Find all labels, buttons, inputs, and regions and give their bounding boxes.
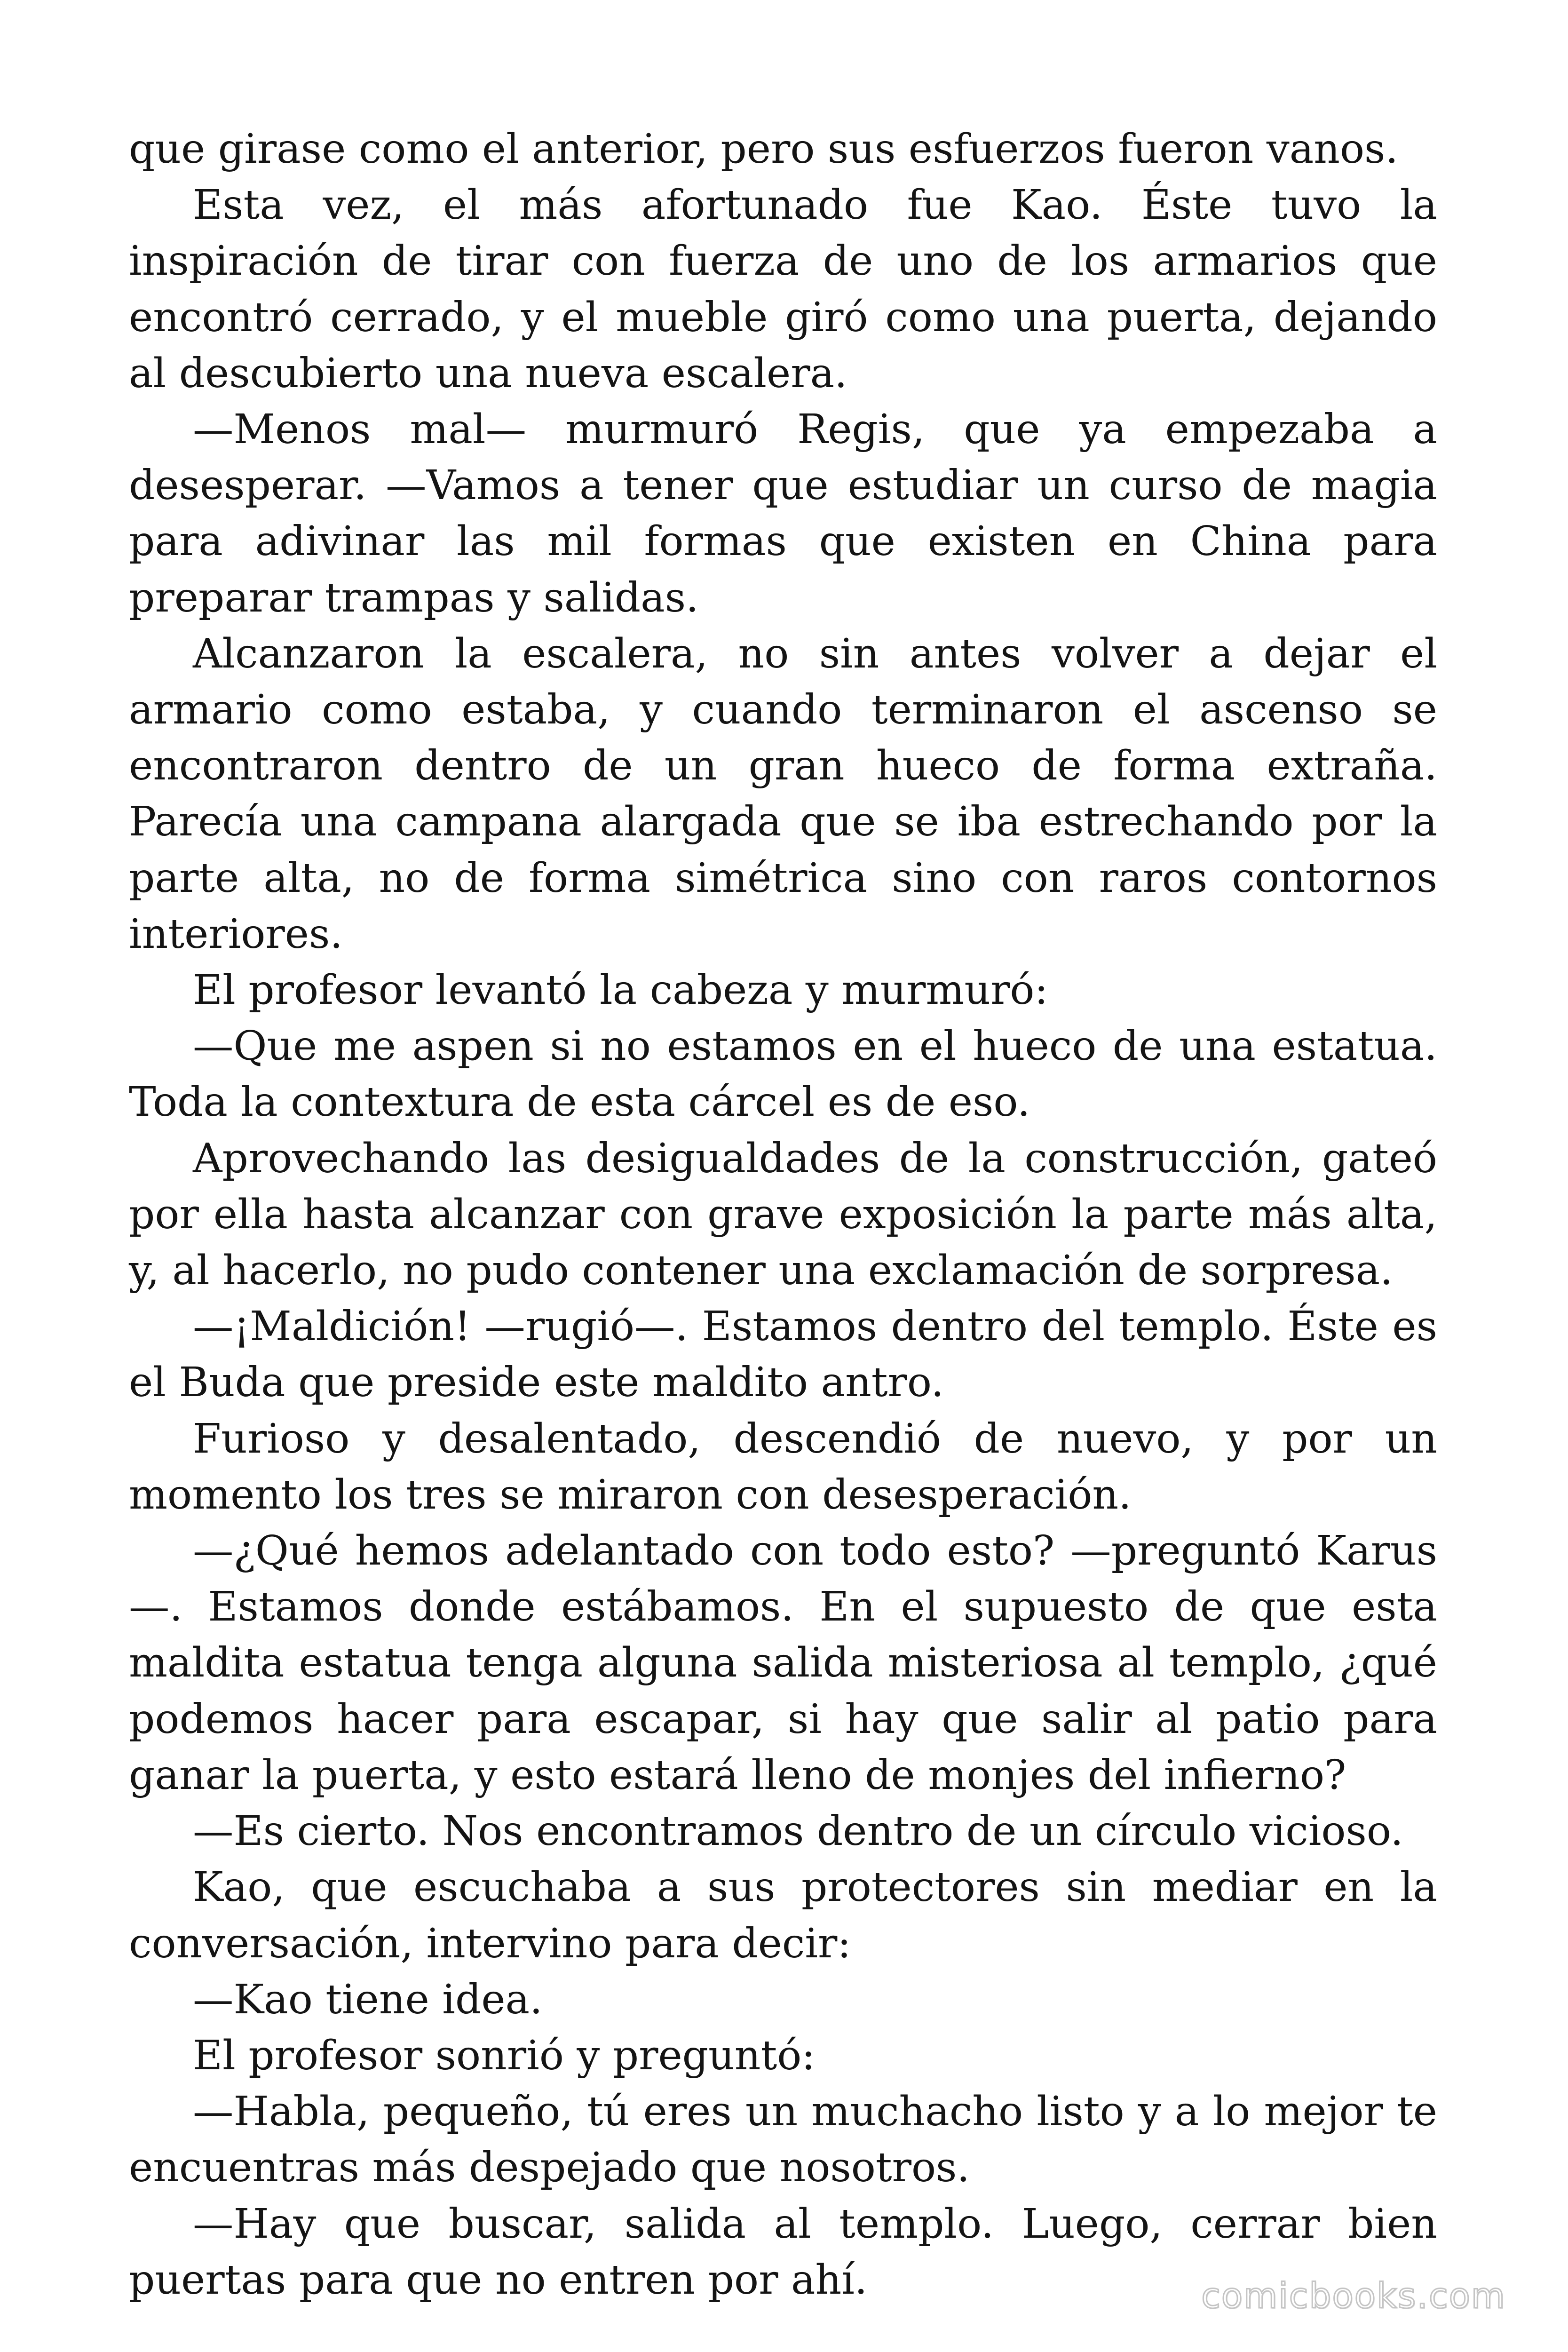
paragraph-11: —Es cierto. Nos encontramos dentro de un círculo vicioso. [193,1808,1403,1855]
paragraph-14: El profesor sonrió y preguntó: [193,2032,816,2079]
paragraph-13: —Kao tiene idea. [193,1976,543,2023]
paragraph-8: —¡Maldición! —rugió—. Estamos dentro del templo. Éste es el Buda que preside este maldito antro. [129,1303,1437,1406]
paragraph-16: —Hay que buscar, salida al templo. Luego, cerrar bien puertas para que no entren por ahí. [129,2200,1437,2304]
watermark-text: comicbooks.com [1201,2276,1506,2316]
paragraph-2: Esta vez, el más afortunado fue Kao. Éste tuvo la inspiración de tirar con fuerza de uno de los armarios que encontró cerrado, y el mueble giró como una puerta, dejando al descubierto una nueva escalera. [129,182,1437,397]
paragraph-4: Alcanzaron la escalera, no sin antes volver a dejar el armario como estaba, y cuando terminaron el ascenso se encontraron dentro de un gran hueco de forma extraña. Parecía una campana alargada que se iba estrechando por la parte alta, no de forma simétrica sino con raros contornos interiores. [129,630,1437,958]
paragraph-1: que girase como el anterior, pero sus esfuerzos fueron vanos. [129,126,1398,173]
paragraph-12: Kao, que escuchaba a sus protectores sin mediar en la conversación, intervino para decir: [129,1864,1437,1967]
paragraph-9: Furioso y desalentado, descendió de nuevo, y por un momento los tres se miraron con desesperación. [129,1415,1437,1518]
paragraph-15: —Habla, pequeño, tú eres un muchacho listo y a lo mejor te encuentras más despejado que nosotros. [129,2088,1437,2192]
paragraph-7: Aprovechando las desigualdades de la construcción, gateó por ella hasta alcanzar con grave exposición la parte más alta, y, al hacerlo, no pudo contener una exclamación de sorpresa. [129,1135,1437,1295]
paragraph-5: El profesor levantó la cabeza y murmuró: [193,967,1048,1014]
body-text [129,121,1437,2308]
paragraph-3: —Menos mal— murmuró Regis, que ya empezaba a desesperar. —Vamos a tener que estudiar un curso de magia para adivinar las mil formas que existen en China para preparar trampas y salidas. [129,406,1437,621]
paragraph-10: —¿Qué hemos adelantado con todo esto? —preguntó Karus—. Estamos donde estábamos. En el supuesto de que esta maldita estatua tenga alguna salida misteriosa al templo, ¿qué podemos hacer para escapar, si hay que salir al patio para ganar la puerta, y esto estará lleno de monjes del infierno? [129,1527,1437,1799]
paragraph-6: —Que me aspen si no estamos en el hueco de una estatua. Toda la contextura de esta cárcel es de eso. [129,1023,1437,1126]
